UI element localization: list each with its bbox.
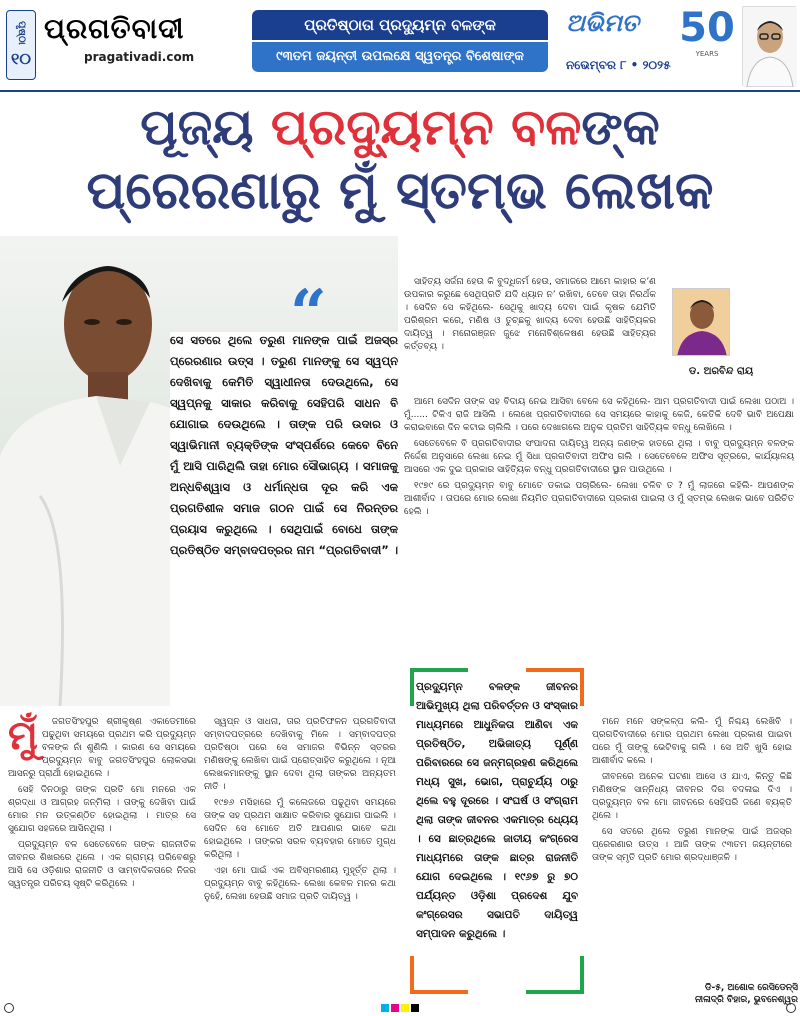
paragraph: ଏହା ମୋ ପାଇଁ ଏକ ଅବିସ୍ମରଣୀୟ ମୁହୂର୍ତ୍ତ ଥିଲା । ପ୍ରଦ୍ୟୁମ୍ନ ବାବୁ କହିଥିଲେ- ଲେଖା କେବଳ ମନର କଥା ନୁହେଁ, ଲେଖା ହେଉଛି ସମାଜ ପ୍ରତି ଦାୟିତ୍ୱ । <box>204 866 396 902</box>
page-label: ପୃଷ୍ଠା <box>16 21 27 45</box>
paragraph: ପ୍ରଦ୍ୟୁମ୍ନ ବଳ ସେତେବେଳେ ତାଙ୍କ ରାଜନୀତିକ ଜୀବନର ଶିଖରରେ ଥିଲେ । ଏକ ଗ୍ରାମ୍ୟ ପରିବେଶରୁ ଆସି ସେ ଓଡ଼ିଶାର ରାଜନୀତି ଓ ସାମ୍ବାଦିକତାରେ ନିଜର ସ୍ୱତନ୍ତ୍ର ପରିଚୟ ସୃଷ୍ଟି କରିଥିଲେ । <box>8 840 196 889</box>
paragraph: ସେତେବେଳେ ବି ପ୍ରଗତିବାଦୀର ସଂପାଦନା ଦାୟିତ୍ୱ ଅନ୍ୟ ଜଣଙ୍କ ହାତରେ ଥିଲା । ବାବୁ ପ୍ରଦ୍ୟୁମ୍ନ ବଳଙ୍କ ନିର୍ଦ୍ଦେଶ ଅନୁସାରେ ଲେଖା ନେଇ ମୁଁ ସିଧା ପ୍ରଗତିବାଦୀ ଅଫିସ ଗଲି । ସେତେବେଳେ ଅଫିସ ସୂତ୍ରରେ, କାର୍ଯ୍ୟାଳୟ ଆସରେ ଏକ ଦୁଇ ପ୍ରକାର ସାହିତ୍ୟିକ ବନ୍ଧୁ ପ୍ରଗତିବାଦୀରେ ସ୍ଥାନ ପାଉଥିଲେ । <box>404 439 794 475</box>
registration-mark-icon <box>786 1003 796 1013</box>
paragraph: ମନେ ମନେ ସଙ୍କଳ୍ପ କଲି- ମୁଁ ନିଶ୍ଚୟ ଲେଖିବି । ପ୍ରଗତିବାଦୀରେ ମୋର ପ୍ରଥମ ଲେଖା ପ୍ରକାଶ ପାଇବା ପରେ ମୁଁ ତାଙ୍କୁ ଭେଟିବାକୁ ଗଲି । ସେ ଅତି ଖୁସି ହୋଇ ଆଶୀର୍ବାଦ କଲେ । <box>592 717 792 766</box>
masthead <box>44 12 194 64</box>
paragraph: ୧୯୭୯ ରେ ପ୍ରଦ୍ୟୁମ୍ନ ବାବୁ ମୋତେ ଡକାଇ ପଚାରିଲେ- ଲେଖା ଚଳିବ ତ ? ମୁଁ ଲାଜରେ କହିଲି- ଆପଣଙ୍କ ଆଶୀର୍ବାଦ । ତାପରେ ମୋର ଲେଖା ନିୟମିତ ପ୍ରଗତିବାଦୀରେ ପ୍ରକାଶ ପାଇଲା ଓ ମୁଁ ସ୍ତମ୍ଭ ଲେଖକ ଭାବେ ପରିଚିତ ହେଲି । <box>404 481 794 517</box>
headline-line-2: ପ୍ରେରଣାରୁ ମୁଁ ସ୍ତମ୍ଭ ଲେଖକ <box>86 161 714 221</box>
color-swatches <box>381 1004 419 1012</box>
anniversary-logo <box>676 6 738 76</box>
paragraph: ସ୍ୱପ୍ନ ଓ ସାଧନା, ତାର ପ୍ରତିଫଳନ ପ୍ରଗତିବାଦୀ ସମ୍ବାଦପତ୍ରରେ ଦେଖିବାକୁ ମିଳେ । ସମ୍ବାଦପତ୍ର ପ୍ରତିଷ୍ଠା ପରେ ସେ ସମାଜର ବିଭିନ୍ନ ସ୍ତରର ମଣିଷଙ୍କୁ ଲେଖିବା ପାଇଁ ପ୍ରୋତ୍ସାହିତ କରୁଥିଲେ । ନୂଆ ଲେଖକମାନଙ୍କୁ ସ୍ଥାନ ଦେବା ଥିଲା ତାଙ୍କର ଅନ୍ୟତମ ନୀତି । <box>204 717 396 792</box>
print-registration-marks <box>0 1000 800 1016</box>
page-number-badge <box>6 10 36 80</box>
headline-post: ଙ୍କ <box>581 98 660 156</box>
headline-accent: ପ୍ରଦ୍ୟୁମ୍ନ ବଳ <box>270 98 582 156</box>
pull-quote <box>170 330 398 561</box>
founder-portrait <box>742 6 796 86</box>
publication-date: ନଭେମ୍ବର ୮ • ୨୦୨୫ <box>566 58 671 72</box>
article-column-far-right <box>592 716 792 868</box>
article-column-middle <box>204 716 396 907</box>
registration-mark-icon <box>4 1003 14 1013</box>
paragraph: ସେହି ଦିନଠାରୁ ତାଙ୍କ ପ୍ରତି ମୋ ମନରେ ଏକ ଶ୍ରଦ୍ଧା ଓ ଆଗ୍ରହ ଜନ୍ମିଲା । ତାଙ୍କୁ ଦେଖିବା ପାଇଁ ମୋର ମନ ଉତ୍କଣ୍ଠିତ ହୋଇଥିଲା । ମାତ୍ର ସେ ସୁଯୋଗ ସହଜରେ ଆସିନଥିଲା । <box>8 785 196 834</box>
masthead-logo: ପ୍ରଗତିବାଦୀ <box>44 12 185 45</box>
paragraph: ଆମେ ସେଦିନ ତାଙ୍କ ସହ ବିଦାୟ ନେଇ ଆସିବା ବେଳେ ସେ କହିଥିଲେ- ଆମ ପ୍ରଗତିବାଦୀ ପାଇଁ ଲେଖା ପଠାଅ । ମୁଁ...... ଟିକିଏ ରାଜି ଆସିଲି । ଲେଖେ ପ୍ରଗତିବାଦୀରେ ସେ ସମୟରେ କାହାକୁ କେଜି, କେତିକି ଦେବି ଭାବି ଅପେକ୍ଷା କରାଇବାରେ ଦିନ କଟାଇ ଚାଲିଲି । ପରେ ଦେଖାଗଲେ ଅନୁକ ପ୍ରତିମ ସାହିତ୍ୟିକ ବନ୍ଧୁ ଲେଖିଲେ । <box>404 397 794 433</box>
banner-bottom: ୯୩ତମ ଜୟନ୍ତୀ ଉପଲକ୍ଷେ ସ୍ୱତନ୍ତ୍ର ବିଶେଷାଙ୍କ <box>252 42 548 72</box>
paragraph: ଜୀବନରେ ଅନେକ ଘଟଣା ଆସେ ଓ ଯାଏ, କିନ୍ତୁ କିଛି ମଣିଷଙ୍କ ସାନ୍ନିଧ୍ୟ ଜୀବନର ଦିଗ ବଦଳାଇ ଦିଏ । ପ୍ରଦ୍ୟୁମ୍ନ ବଳ ମୋ ଜୀବନରେ ସେହିପରି ଜଣେ ବ୍ୟକ୍ତି ଥିଲେ । <box>592 772 792 821</box>
paragraph: ୧୯୭୬ ମସିହାରେ ମୁଁ କଲେଜରେ ପଢୁଥିବା ସମୟରେ ତାଙ୍କ ସହ ପ୍ରଥମ ସାକ୍ଷାତ କରିବାର ସୁଯୋଗ ପାଇଲି । ସେଦିନ ସେ ମୋତେ ଅତି ଆପଣାର ଭାବେ କଥା ହୋଇଥିଲେ । ତାଙ୍କର ସରଳ ବ୍ୟବହାର ମୋତେ ମୁଗ୍ଧ କରିଥିଲା । <box>204 798 396 860</box>
author-name: ଡ. ଅରବିନ୍ଦ ରାୟ <box>688 366 754 377</box>
quote-mark: “ <box>290 276 327 351</box>
anniversary-text: YEARS <box>695 50 719 58</box>
banner-top: ପ୍ରତିଷ୍ଠାତା ପ୍ରଦ୍ୟୁମ୍ନ ବଳଙ୍କ <box>252 10 548 40</box>
author-photo <box>672 288 730 356</box>
headline-pre: ପୂଜ୍ୟ <box>140 98 271 156</box>
website-url[interactable]: pragativadi.com <box>84 50 195 64</box>
paragraph: ଜଗତସିଂହପୁର ଶ୍ରୀକୃଷ୍ଣ ଏକାଡେମୀରେ ପଢୁଥିବା ସମୟରେ ପ୍ରଥମ କରି ପ୍ରଦ୍ୟୁମ୍ନ ବଳଙ୍କ ନାଁ ଶୁଣିଲି । କାରଣ ସେ ସମୟରେ ପ୍ରଦ୍ୟୁମ୍ନ ବାବୁ ଜଗତସିଂହପୁର ଲୋକସଭା ଆସନରୁ ପ୍ରାର୍ଥୀ ହୋଇଥିଲେ । <box>8 717 196 779</box>
article-column-right-top <box>404 276 656 357</box>
pull-quote-paper-name: “ପ୍ରଗତିବାଦୀ” । <box>318 543 398 557</box>
author-address: ଡି-୫, ଅଶୋକ ରେସିଡେନ୍ସି ନୀଳାଦ୍ରି ବିହାର, ଭୁବନେଶ୍ୱର <box>694 983 798 1005</box>
section-brand: ଅଭିମତ <box>566 8 639 37</box>
pull-quote-text: ସେ ସତରେ ଥିଲେ ତରୁଣ ମାନଙ୍କ ପାଇଁ ଅଜସ୍ର ପ୍ରେରଣାର ଉତ୍ସ । ତରୁଣ ମାନଙ୍କୁ ସେ ସ୍ୱପ୍ନ ଦେଖିବାକୁ କେମିତି ସ୍ୱାଧୀନତା ଦେଉଥିଲେ, ସେ ସ୍ୱପ୍ନକୁ ସାକାର କରିବାକୁ ସେହିପରି ସାଧନ ବି ଯୋଗାଇ ଦେଉଥିଲେ । ତାଙ୍କ ପରି ଉଦାର ଓ ସ୍ୱାଭିମାନୀ ବ୍ୟକ୍ତିଙ୍କ ସଂସ୍ପର୍ଶରେ କେବେ ବିନେ ମୁଁ ଆସି ପାରିଥିଲି ତାହା ମୋର ସୌଭାଗ୍ୟ । ସମାଜକୁ ଅନ୍ଧବିଶ୍ୱାସ ଓ ଧର୍ମାନ୍ଧତା ଦୂର କରି ଏକ ପ୍ରଗତିଶୀଳ ସମାଜ ଗଠନ ପାଇଁ ସେ ନିରନ୍ତର ପ୍ରୟାସ କରୁଥିଲେ । ସେଥିପାଇଁ ବୋଧେ ତାଙ୍କ ପ୍ରତିଷ୍ଠିତ ସମ୍ବାଦପତ୍ରର ନାମ <box>170 333 398 557</box>
drop-cap: ମୁଁ <box>8 712 38 759</box>
paragraph: ସେ ସତରେ ଥିଲେ ତରୁଣ ମାନଙ୍କ ପାଇଁ ଅଜସ୍ର ପ୍ରେରଣାର ଉତ୍ସ । ଆଜି ତାଙ୍କ ୯୩ତମ ଜୟନ୍ତୀରେ ତାଙ୍କ ସ୍ମୃତି ପ୍ରତି ମୋର ଶ୍ରଦ୍ଧାଞ୍ଜଳି । <box>592 827 792 863</box>
article-column-right-wide <box>404 396 794 522</box>
article-column-left <box>8 712 196 894</box>
callout-box: ପ୍ରଦ୍ୟୁମ୍ନ ବଳଙ୍କ ଜୀବନର ଆଭିମୁଖ୍ୟ ଥିଲା ପରିବର୍ତ୍ତନ ଓ ସଂସ୍କାର ମାଧ୍ୟମରେ ଆଧୁନିକତା ଆଣିବା ଏକ ପ୍ରତିଷ୍ଠିତ, ଅଭିଜାତ୍ୟ ପୂର୍ଣ୍ଣ ପରିବାରରେ ସେ ଜନ୍ମଗ୍ରହଣ କରିଥିଲେ ମଧ୍ୟ ସୁଖ, ଭୋଗ, ପ୍ରାଚୁର୍ଯ୍ୟ ଠାରୁ ଥିଲେ ବହୁ ଦୂରରେ । ସଂଘର୍ଷ ଓ ସଂଗ୍ରାମ ଥିଲା ତାଙ୍କ ଜୀବନର ଏକମାତ୍ର ଧ୍ୟେୟ । ସେ ଛାତ୍ରଥିଲେ ଜାତୀୟ କଂଗ୍ରେସ ମାଧ୍ୟମରେ ତାଙ୍କ ଛାତ୍ର ରାଜନୀତି ଯୋଗ ଦେଇଥିଲେ । ୧୯୬୭ ରୁ ୭୦ ପର୍ଯ୍ୟନ୍ତ ଓଡ଼ିଶା ପ୍ରଦେଶ ଯୁବ କଂଗ୍ରେସର ସଭାପତି ଦାୟିତ୍ୱ ସମ୍ପାଦନ କରୁଥିଲେ । <box>416 681 578 940</box>
page-header <box>0 0 800 92</box>
anniversary-number: 50 <box>679 5 735 51</box>
page-number: ୧୦ <box>11 48 31 68</box>
special-edition-banner <box>252 10 548 74</box>
headline-line-1 <box>0 96 800 158</box>
headline <box>0 96 800 224</box>
paragraph: ସାହିତ୍ୟ ସର୍ଜନା ହେଉ କି ବୁଦ୍ଧିଜର୍ମ ହେଉ, ସମାଜରେ ଆମେ କାହାର କ’ଣ ଉପକାର କରୁଛେ ସେଥିପ୍ରତି ଯଦି ଧ୍ୟାନ ନ’ ରଖିବା, ତେବେ ତାହା ନିରର୍ଥକ । ସେଦିନ ସେ କହିଥିଲେ- ସେଥିକୁ ଖାଦ୍ୟ ଦେବା ପାଇଁ କୃଷକ ଯେମିତି ପରିଶ୍ରମ କରେ, ମଣିଷ ଓ ତୁଚ୍ଛକୁ ଖାଦ୍ୟ ଦେବା ହେଉଛି ସାହିତ୍ୟିକର ଦାୟିତ୍ୱ । ମନୋରଞ୍ଜନ ଜୁଝେ ମନୋବିଶ୍ଳେଷଣ ହେଉଛି ସାହିତ୍ୟର କର୍ତ୍ତବ୍ୟ । <box>404 277 656 352</box>
